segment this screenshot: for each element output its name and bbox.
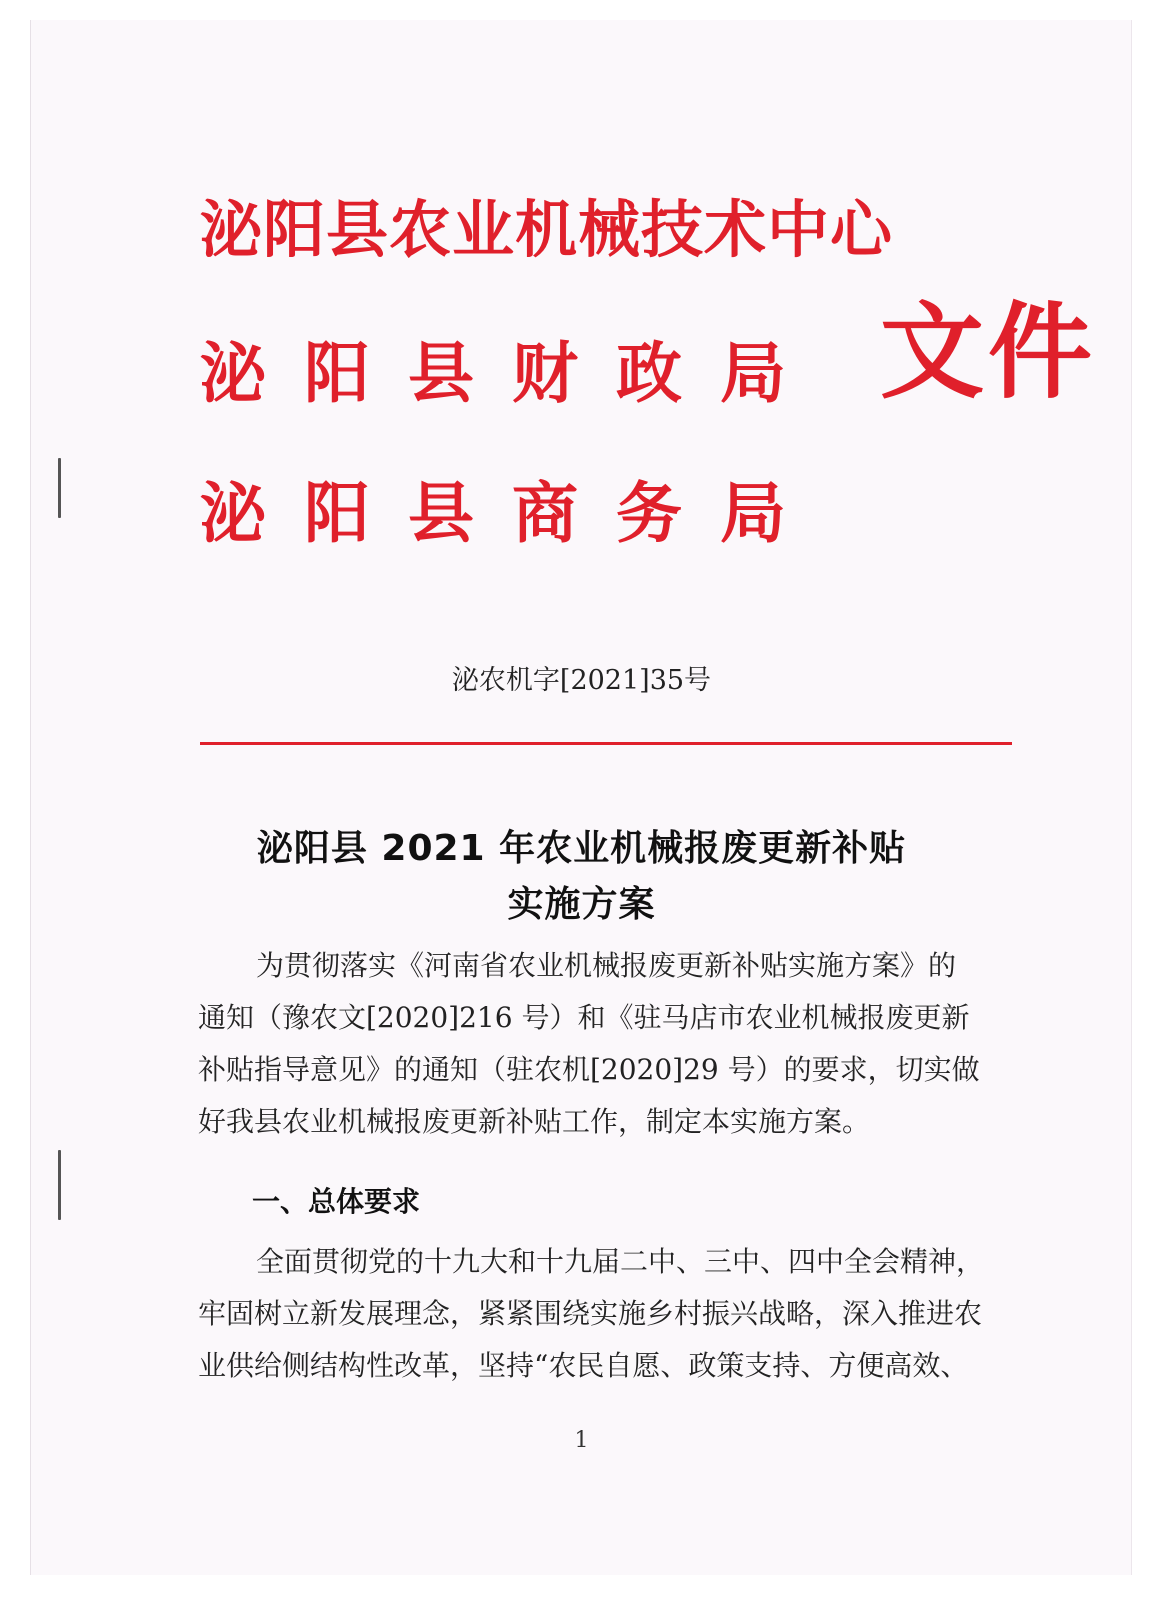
- body-paragraph-intro: [198, 940, 1010, 1148]
- header-issuer-commerce-bureau: 泌阳县商务局: [200, 475, 824, 552]
- header-issuer-finance-bureau: 泌阳县财政局: [200, 335, 824, 412]
- document-number: 泌农机字[2021]35号: [451, 665, 712, 696]
- paragraph-line: 牢固树立新发展理念，紧紧围绕实施乡村振兴战略，深入推进农: [198, 1297, 983, 1330]
- paragraph-line: 业供给侧结构性改革，坚持“农民自愿、政策支持、方便高效、: [198, 1349, 969, 1382]
- header-issuer-agri-machinery-center: 泌阳县农业机械技术中心: [200, 193, 894, 266]
- paragraph-line: 通知（豫农文[2020]216 号）和《驻马店市农业机械报废更新: [198, 1001, 970, 1034]
- body-paragraph-general: [198, 1236, 1010, 1392]
- page-number: 1: [574, 1428, 589, 1453]
- paragraph-line: 好我县农业机械报废更新补贴工作，制定本实施方案。: [198, 1105, 871, 1138]
- paragraph-line: 全面贯彻党的十九大和十九届二中、三中、四中全会精神，: [256, 1245, 985, 1278]
- header-red-divider: [200, 742, 1012, 745]
- paragraph-line: 为贯彻落实《河南省农业机械报废更新补贴实施方案》的: [256, 949, 957, 982]
- staple-mark-top: [58, 458, 61, 518]
- document-title-line1: 泌阳县 2021 年农业机械报废更新补贴: [256, 828, 907, 869]
- staple-mark-bottom: [58, 1150, 61, 1220]
- paragraph-line: 补贴指导意见》的通知（驻农机[2020]29 号）的要求，切实做: [198, 1053, 980, 1086]
- section-heading-general-requirements: 一、总体要求: [252, 1185, 421, 1218]
- header-document-suffix: 文件: [880, 291, 1097, 413]
- document-title-line2: 实施方案: [507, 884, 656, 925]
